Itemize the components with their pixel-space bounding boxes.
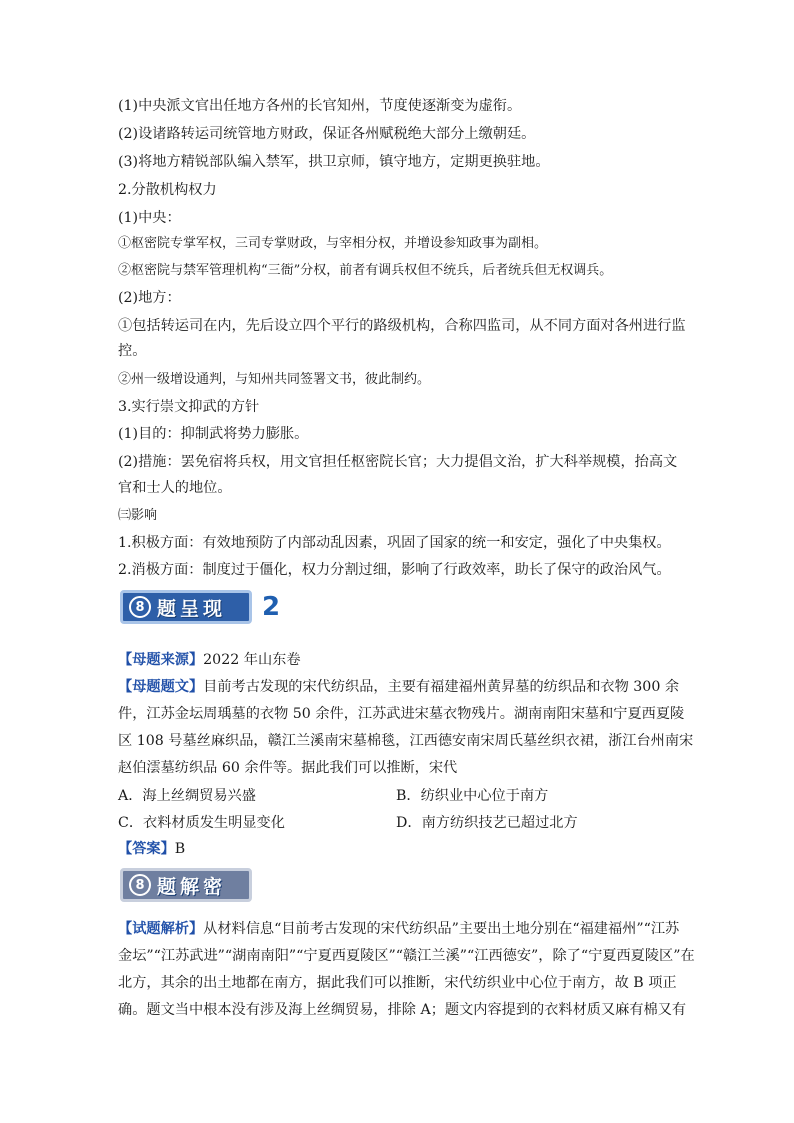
- paragraph: 1.积极方面：有效地预防了内部动乱因素，巩固了国家的统一和安定，强化了中央集权。: [118, 535, 671, 551]
- question-banner: [120, 590, 252, 624]
- question-stem: 件，江苏金坛周瑀墓的衣物 50 余件，江苏武进宋墓衣物残片。湖南南阳宋墓和宁夏西夏陵: [118, 706, 685, 722]
- analysis-label: 【试题解析】: [118, 921, 204, 937]
- analysis-icon: 8: [129, 874, 151, 896]
- source-label: 【母题来源】: [118, 652, 204, 668]
- paragraph: 控。: [118, 343, 147, 359]
- paragraph: (2)地方：: [118, 290, 181, 306]
- banner-title: 题呈现: [157, 597, 227, 620]
- analysis-line: 确。题文当中根本没有涉及海上丝绸贸易，排除 A；题文内容提到的衣料材质又麻有棉又有: [118, 1002, 687, 1018]
- paragraph: (1)中央派文官出任地方各州的长官知州，节度使逐渐变为虚衔。: [118, 98, 522, 114]
- paragraph: (1)中央：: [118, 210, 181, 226]
- answer: [118, 839, 185, 859]
- section-heading: 3.实行崇文抑武的方针: [118, 399, 260, 415]
- paragraph: (3)将地方精锐部队编入禁军，拱卫京师，镇守地方，定期更换驻地。: [118, 154, 550, 170]
- analysis-line: 北方，其余的出土地都在南方，据此我们可以推断，宋代纺织业中心位于南方，故 B 项正: [118, 975, 677, 991]
- paragraph: (2)措施：罢免宿将兵权，用文官担任枢密院长官；大力提倡文治，扩大科举规模，抬高文: [118, 454, 678, 470]
- analysis-line: 金坛”“江苏武进”“湖南南阳”“宁夏西夏陵区”“赣江兰溪”“江西德安”，除了“宁夏西夏陵区”在: [118, 948, 695, 964]
- paragraph: (1)目的：抑制武将势力膨胀。: [118, 426, 309, 442]
- paragraph: ①包括转运司在内，先后设立四个平行的路级机构，合称四监司，从不同方面对各州进行监: [118, 318, 686, 334]
- option-c: C．衣料材质发生明显变化: [118, 815, 285, 831]
- answer-value: B: [174, 841, 186, 857]
- paragraph: ①枢密院专掌军权，三司专掌财政，与宰相分权，并增设参知政事为副相。: [118, 236, 548, 251]
- analysis-banner: [120, 868, 252, 902]
- question-icon: 8: [129, 596, 151, 618]
- section-heading: 2.分散机构权力: [118, 182, 217, 198]
- question-stem: [118, 677, 679, 697]
- paragraph: 官和士人的地位。: [118, 480, 232, 496]
- paragraph: ②枢密院与禁军管理机构“三衙”分权，前者有调兵权但不统兵，后者统兵但无权调兵。: [118, 263, 613, 278]
- section-heading: ㈢影响: [118, 508, 158, 523]
- question-stem: 赵伯澐墓纺织品 60 余件等。据此我们可以推断，宋代: [118, 760, 458, 776]
- paragraph: 2.消极方面：制度过于僵化，权力分割过细，影响了行政效率，助长了保守的政治风气。: [118, 562, 671, 578]
- answer-label: 【答案】: [118, 841, 175, 857]
- question-stem: 区 108 号墓丝麻织品，赣江兰溪南宋墓棉毯，江西德安南宋周氏墓丝织衣裙，浙江台州南宋: [118, 733, 694, 749]
- analysis-text: [118, 919, 679, 939]
- stem-text: 目前考古发现的宋代纺织品，主要有福建福州黄昇墓的纺织品和衣物 300 余: [203, 679, 680, 695]
- question-number: 2: [262, 592, 281, 622]
- stem-label: 【母题题文】: [118, 679, 204, 695]
- analysis-line: 从材料信息“目前考古发现的宋代纺织品”主要出土地分别在“福建福州”“江苏: [203, 921, 680, 937]
- option-a: A．海上丝绸贸易兴盛: [118, 788, 256, 804]
- question-source: [118, 650, 301, 670]
- banner-title: 题解密: [157, 875, 227, 898]
- option-b: B．纺织业中心位于南方: [396, 788, 549, 804]
- paragraph: (2)设诸路转运司统管地方财政，保证各州赋税绝大部分上缴朝廷。: [118, 126, 536, 142]
- option-d: D．南方纺织技艺已超过北方: [396, 815, 578, 831]
- paragraph: ②州一级增设通判，与知州共同签署文书，彼此制约。: [118, 372, 431, 387]
- source-text: 2022 年山东卷: [203, 652, 301, 668]
